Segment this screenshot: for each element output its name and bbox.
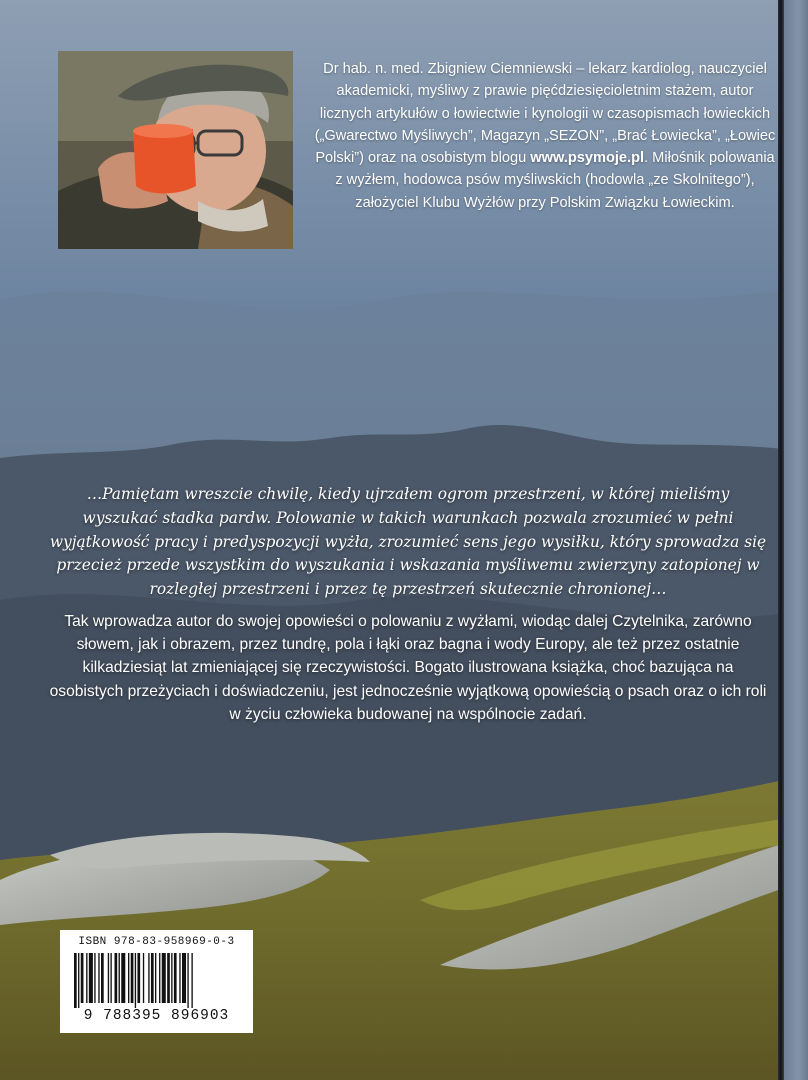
barcode-bar [143,953,144,1003]
barcode-bar [94,953,95,1003]
spine-strip [784,0,808,1080]
barcode-bar [108,953,109,1003]
barcode-bar [179,953,180,1003]
barcode-bar [174,953,177,1003]
barcode-digits: 9 788395 896903 [83,1008,230,1024]
barcode-bar [86,953,87,1003]
barcode-bar [74,953,77,1008]
barcode-bar [101,953,104,1003]
barcode-bar [171,953,172,1003]
distant-ridge [0,285,808,460]
barcode-bar [115,953,118,1003]
barcode-bar [191,953,192,1008]
isbn-number: ISBN 978-83-958969-0-3 [78,936,235,948]
barcode-bar [78,953,79,1008]
barcode-bar [128,953,129,1003]
barcode-bar [89,953,93,1003]
bio-text: Dr hab. n. med. Zbigniew Ciemniewski – lekarz kardiolog, nauczyciel akademicki, myśliwy z prawie pięćdziesięcioletnim stażem, autor licznych artykułów o łowiectwie i kynologii w czasopismach łowieckich („Gwarectwo Myśliwych”, Magazyn „SEZON”, „Brać Łowiecka”, „Łowiec Polski”) oraz na osobistym blogu [314,61,776,167]
isbn-barcode-label [60,930,253,1033]
barcode-bar [110,953,111,1003]
book-description: Tak wprowadza autor do swojej opowieści o polowaniu z wyżłami, wiodąc dalej Czytelnika, zarówno słowem, jak i obrazem, przez tundrę, pola i łąki oraz bagna i wody Europy, ale też przez ostatnie kilkadziesiąt lat zmieniającej się rzeczywistości. Bogato ilustrowana książka, choć bazująca na osobistych przeżyciach i doświadczeniu, jest jednocześnie wyjątkową opowieścią o psach oraz o ich roli w życiu człowieka budowanej na wspólnocie zadań. [49,613,767,723]
barcode-bar [148,953,149,1003]
bio-text-continued: . Miłośnik polowania z wyżłem, hodowca psów myśliwskich (hodowla „ze Skolnitego”), założyciel Klubu Wyżłów przy Polskim Związku Łowieckim. [335,150,775,211]
orange-cup [133,129,196,194]
barcode-bar [135,953,136,1008]
barcode-bar [167,953,170,1003]
author-bio [312,58,778,214]
book-excerpt-quote: …Pamiętam wreszcie chwilę, kiedy ujrzałem ogrom przestrzeni, w której mieliśmy wyszukać stadka pardw. Polowanie w takich warunkach pozwala zrozumieć w pełni wyjątkowość pracy i predyspozycji wyżła, zrozumieć sens jego wysiłku, który sprowadza się przecież przede wszystkim do wyszukania i wskazania myśliwemu zwierzyny zatopionej w rozległej przestrzeni i przez tę przestrzeń skutecznie chronionej… [49,485,767,599]
barcode-bar [155,953,156,1003]
author-photo [58,51,293,249]
barcode-bar [131,953,134,1003]
barcode-bar [182,953,186,1003]
blog-url[interactable]: www.psymoje.pl [530,150,645,167]
barcode-bar [162,953,166,1003]
barcode-bar [137,953,140,1003]
barcode-bar [187,953,188,1008]
barcode-bar [119,953,120,1003]
barcode-bar [81,953,84,1003]
barcode-bar [159,953,160,1003]
barcode-bar [98,953,99,1003]
barcode-bar [151,953,154,1003]
barcode-icon [74,953,239,1008]
barcode-bar [121,953,125,1003]
